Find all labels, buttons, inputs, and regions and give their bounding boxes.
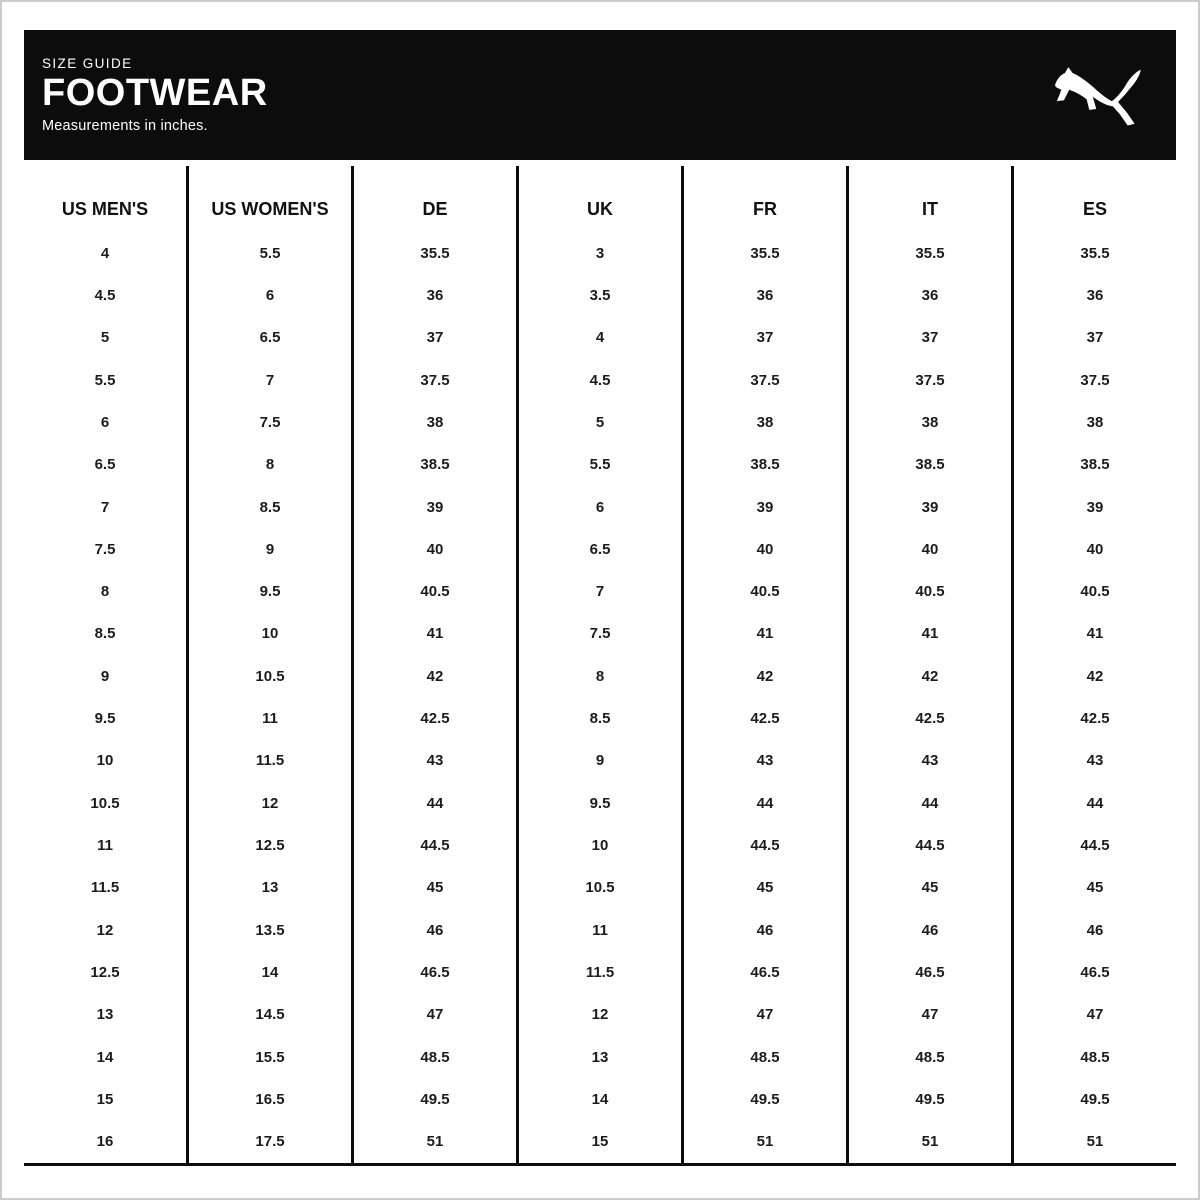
size-cell: 11.5 [255,752,285,770]
size-cell: 7.5 [589,625,611,643]
size-cell: 13.5 [255,921,285,939]
size-cell: 44 [921,794,939,812]
size-cell: 36 [756,286,774,304]
size-cell: 43 [756,752,774,770]
size-column-fr [684,166,849,1163]
size-cell: 9.5 [259,583,281,601]
size-cell: 38 [426,413,444,431]
size-cell: 4.5 [589,371,611,389]
size-cell: 41 [756,625,774,643]
size-cell: 14 [96,1048,114,1066]
size-cell: 11.5 [585,963,615,981]
size-cell: 7.5 [259,413,281,431]
size-cell: 39 [921,498,939,516]
size-cell: 42.5 [420,710,450,728]
size-cell: 37.5 [915,371,945,389]
size-cell: 49.5 [420,1090,450,1108]
size-cell: 51 [756,1133,774,1151]
size-cell: 9 [595,752,605,770]
puma-cat-logo-icon [1050,56,1146,134]
size-cell: 10 [591,837,609,855]
size-cell: 44.5 [420,837,450,855]
size-cell: 15.5 [255,1048,285,1066]
size-cell: 42 [756,667,774,685]
size-cell: 40.5 [915,583,945,601]
size-cell: 36 [921,286,939,304]
size-cell: 6 [100,413,110,431]
size-cell: 6.5 [589,540,611,558]
size-cell: 45 [921,879,939,897]
size-cell: 49.5 [1080,1090,1110,1108]
page-title: FOOTWEAR [42,72,268,115]
size-cell: 44.5 [1080,837,1110,855]
size-cell: 35.5 [420,244,450,262]
size-cell: 46.5 [1080,963,1110,981]
size-cell: 43 [921,752,939,770]
column-header: FR [753,198,777,219]
size-cell: 44 [756,794,774,812]
size-cell: 47 [1086,1006,1104,1024]
size-cell: 43 [1086,752,1104,770]
size-cell: 40.5 [750,583,780,601]
size-cell: 40.5 [420,583,450,601]
size-cell: 40 [426,540,444,558]
size-cell: 40 [1086,540,1104,558]
size-cell: 3.5 [589,286,611,304]
size-column-it [849,166,1014,1163]
size-column-es [1014,166,1176,1163]
size-cell: 38 [756,413,774,431]
size-cell: 47 [756,1006,774,1024]
size-cell: 48.5 [915,1048,945,1066]
size-cell: 9.5 [94,710,116,728]
size-cell: 42 [426,667,444,685]
size-guide-label: SIZE GUIDE [42,56,133,72]
size-cell: 9.5 [589,794,611,812]
size-cell: 38 [921,413,939,431]
size-column-us-women-s [189,166,354,1163]
size-cell: 8 [595,667,605,685]
size-cell: 9 [100,667,110,685]
size-cell: 4.5 [94,286,116,304]
size-cell: 16.5 [255,1090,285,1108]
size-cell: 8 [100,583,110,601]
size-cell: 15 [96,1090,114,1108]
size-cell: 11.5 [90,879,120,897]
size-column-us-men-s [24,166,189,1163]
size-column-uk [519,166,684,1163]
column-header: IT [922,198,938,219]
size-cell: 49.5 [750,1090,780,1108]
size-cell: 15 [591,1133,609,1151]
size-cell: 13 [96,1006,114,1024]
size-cell: 48.5 [1080,1048,1110,1066]
size-cell: 48.5 [750,1048,780,1066]
size-cell: 12 [591,1006,609,1024]
size-column-de [354,166,519,1163]
size-cell: 35.5 [1080,244,1110,262]
size-cell: 44 [426,794,444,812]
size-cell: 46 [756,921,774,939]
size-cell: 7 [265,371,275,389]
size-cell: 37 [756,329,774,347]
size-cell: 38.5 [750,456,780,474]
size-cell: 10.5 [585,879,615,897]
size-cell: 41 [921,625,939,643]
size-cell: 47 [921,1006,939,1024]
size-cell: 36 [426,286,444,304]
header-banner [24,30,1176,160]
size-cell: 51 [921,1133,939,1151]
column-header: UK [587,198,613,219]
size-cell: 6 [265,286,275,304]
size-cell: 5 [595,413,605,431]
size-cell: 10.5 [90,794,120,812]
size-cell: 42 [1086,667,1104,685]
size-cell: 10.5 [255,667,285,685]
size-cell: 39 [756,498,774,516]
size-cell: 51 [1086,1133,1104,1151]
size-cell: 42.5 [750,710,780,728]
size-cell: 42.5 [915,710,945,728]
size-cell: 7 [100,498,110,516]
size-cell: 10 [96,752,114,770]
size-cell: 41 [1086,625,1104,643]
size-cell: 5.5 [94,371,116,389]
size-cell: 7 [595,583,605,601]
size-cell: 13 [591,1048,609,1066]
size-cell: 6.5 [94,456,116,474]
size-cell: 4 [595,329,605,347]
size-cell: 37.5 [750,371,780,389]
size-cell: 38 [1086,413,1104,431]
size-cell: 5.5 [589,456,611,474]
measurements-note: Measurements in inches. [42,117,208,134]
size-cell: 14 [591,1090,609,1108]
size-cell: 38.5 [915,456,945,474]
size-cell: 8 [265,456,275,474]
size-cell: 37 [1086,329,1104,347]
size-cell: 40 [921,540,939,558]
column-header: ES [1082,198,1107,219]
size-cell: 35.5 [915,244,945,262]
size-cell: 39 [1086,498,1104,516]
size-cell: 42 [921,667,939,685]
size-cell: 47 [426,1006,444,1024]
size-cell: 6.5 [259,329,281,347]
size-cell: 7.5 [94,540,116,558]
size-cell: 41 [426,625,444,643]
size-cell: 16 [96,1133,114,1151]
size-cell: 40 [756,540,774,558]
size-cell: 8.5 [259,498,281,516]
size-cell: 44.5 [750,837,780,855]
column-header: US MEN'S [61,198,149,219]
size-cell: 45 [426,879,444,897]
size-cell: 3 [595,244,605,262]
size-cell: 45 [756,879,774,897]
size-cell: 35.5 [750,244,780,262]
size-cell: 12 [261,794,279,812]
size-cell: 14 [261,963,279,981]
size-cell: 38.5 [420,456,450,474]
size-cell: 46 [1086,921,1104,939]
size-cell: 38.5 [1080,456,1110,474]
size-cell: 37.5 [1080,371,1110,389]
size-cell: 8.5 [589,710,611,728]
size-cell: 45 [1086,879,1104,897]
size-cell: 46.5 [915,963,945,981]
size-cell: 37 [921,329,939,347]
size-cell: 9 [265,540,275,558]
size-cell: 11 [97,837,113,855]
size-cell: 46.5 [750,963,780,981]
size-cell: 46 [426,921,444,939]
size-cell: 10 [261,625,279,643]
size-cell: 37.5 [420,371,450,389]
size-cell: 46.5 [420,963,450,981]
size-cell: 44.5 [915,837,945,855]
size-cell: 43 [426,752,444,770]
size-cell: 51 [426,1133,444,1151]
size-cell: 13 [261,879,279,897]
size-cell: 5 [100,329,110,347]
size-cell: 36 [1086,286,1104,304]
size-cell: 39 [426,498,444,516]
size-cell: 11 [592,921,608,939]
size-cell: 40.5 [1080,583,1110,601]
size-cell: 11 [262,710,278,728]
size-cell: 49.5 [915,1090,945,1108]
size-cell: 5.5 [259,244,281,262]
size-cell: 37 [426,329,444,347]
size-cell: 42.5 [1080,710,1110,728]
size-cell: 12.5 [255,837,285,855]
size-table [24,166,1176,1166]
column-header: DE [422,198,448,219]
size-cell: 46 [921,921,939,939]
column-header: US WOMEN'S [211,198,329,219]
size-cell: 8.5 [94,625,116,643]
size-cell: 12 [96,921,114,939]
size-cell: 17.5 [255,1133,285,1151]
size-cell: 4 [100,244,110,262]
size-cell: 12.5 [90,963,120,981]
size-cell: 48.5 [420,1048,450,1066]
size-cell: 44 [1086,794,1104,812]
header-text-block [42,56,268,134]
size-cell: 14.5 [255,1006,285,1024]
size-cell: 6 [595,498,605,516]
